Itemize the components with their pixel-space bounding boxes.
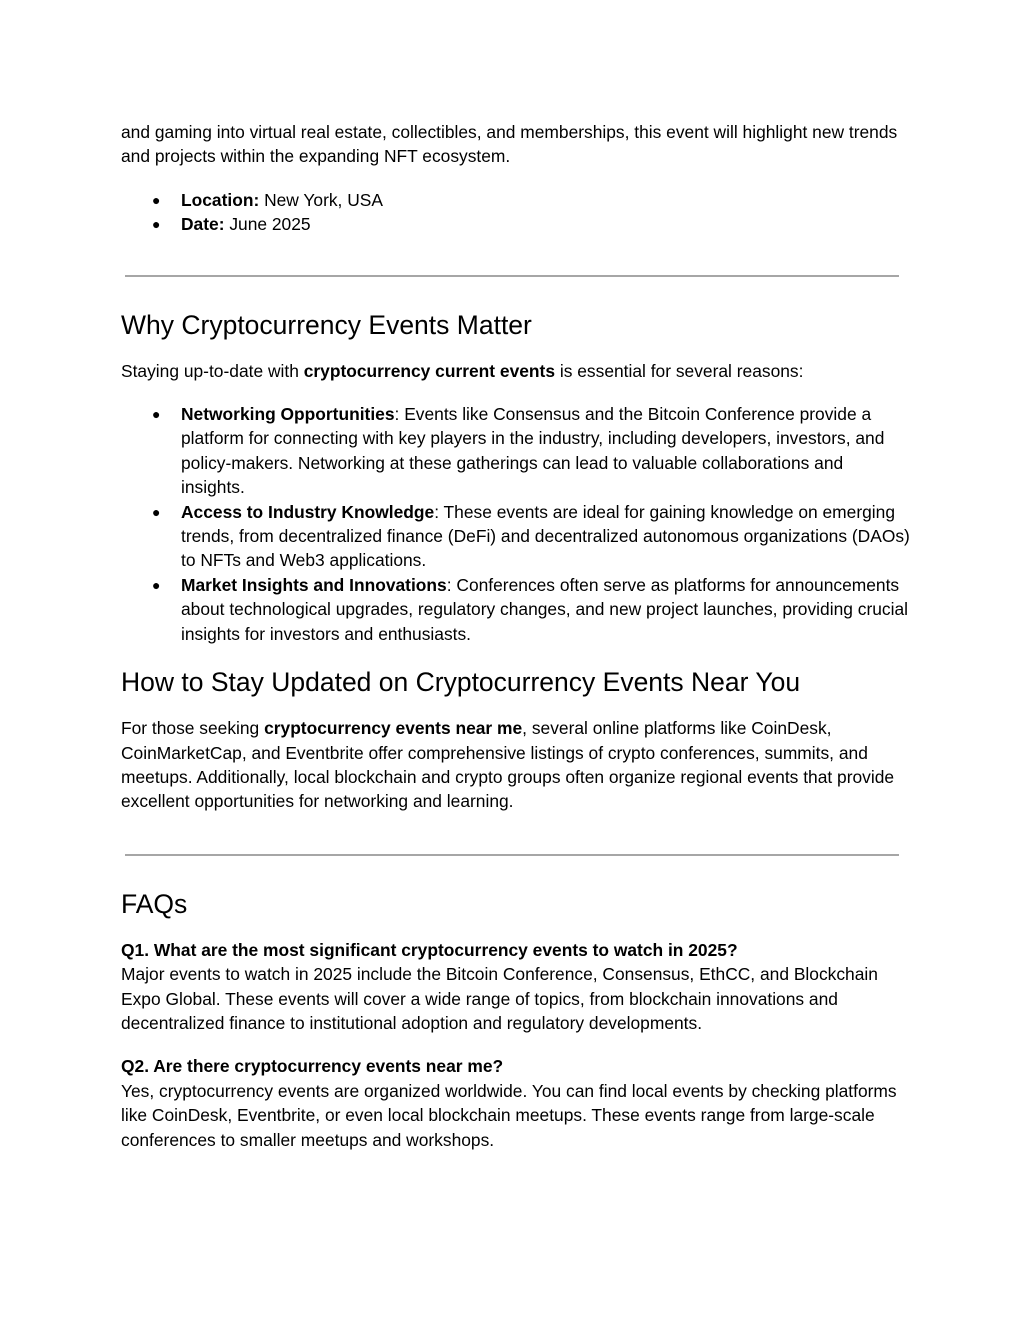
faq-answer: Major events to watch in 2025 include the Bitcoin Conference, Consensus, EthCC, and Blockchain Expo Global. These events will cover a wide range of topics, from blockchain innovations and decentralized finance to institutional adoption and regulatory developments. — [121, 964, 878, 1033]
bullet-icon: ● — [152, 406, 161, 423]
faq-answer: Yes, cryptocurrency events are organized worldwide. You can find local events by checking platforms like CoinDesk, Eventbrite, or even local blockchain meetups. These events range from large-scale conferences to smaller meetups and workshops. — [121, 1080, 897, 1150]
section-divider — [125, 275, 899, 277]
list-item — [121, 402, 911, 500]
date-label: Date: — [181, 214, 225, 235]
faq-item — [121, 1054, 911, 1152]
emphasis-text: cryptocurrency events near me — [264, 718, 523, 739]
bullet-icon: ● — [152, 503, 161, 520]
list-item — [121, 573, 911, 646]
why-lead-paragraph — [121, 359, 911, 383]
item-text: : Conferences often serve as platforms for announcements about technological upgrades, regulatory changes, and new project launches, providing crucial insights for investors and enthusiasts. — [181, 574, 909, 644]
question-text: Q2. Are there cryptocurrency events near me? — [121, 1056, 504, 1077]
text-run: For those seeking — [121, 718, 265, 739]
faq-question — [121, 1054, 911, 1078]
event-details-list — [121, 188, 911, 237]
faq-question — [121, 938, 911, 962]
item-text: : These events are ideal for gaining knowledge on emerging trends, from decentralized finance (DeFi) and decentralized autonomous organizations (DAOs) to NFTs and Web3 applications. — [181, 501, 910, 571]
date-value: June 2025 — [224, 214, 311, 235]
section-heading-stay-updated: How to Stay Updated on Cryptocurrency Events Near You — [121, 667, 801, 698]
text-run: is essential for several reasons: — [555, 360, 804, 381]
item-title: Market Insights and Innovations — [181, 574, 447, 595]
emphasis-text: cryptocurrency current events — [303, 360, 556, 381]
reasons-list — [121, 402, 911, 646]
section-divider — [125, 854, 899, 856]
location-label: Location: — [181, 189, 260, 210]
item-title: Networking Opportunities — [181, 404, 395, 425]
intro-paragraph: and gaming into virtual real estate, collectibles, and memberships, this event will highlight new trends and projects within the expanding NFT ecosystem. — [121, 122, 898, 167]
section-heading-faqs: FAQs — [121, 888, 188, 919]
document-page — [121, 120, 911, 1152]
list-item — [121, 500, 911, 573]
text-run: Staying up-to-date with — [121, 360, 304, 381]
section-heading-why: Why Cryptocurrency Events Matter — [121, 309, 532, 340]
faq-item — [121, 938, 911, 1036]
list-item — [121, 188, 911, 212]
location-value: New York, USA — [259, 189, 383, 210]
bullet-icon: ● — [152, 216, 161, 233]
stay-updated-paragraph — [121, 716, 911, 814]
item-text: : Events like Consensus and the Bitcoin Conference provide a platform for connecting with key players in the industry, including developers, investors, and policy-makers. Networking at these gatherings can lead to valuable collaborations and insights. — [181, 404, 885, 498]
bullet-icon: ● — [152, 576, 161, 593]
question-text: Q1. What are the most significant cryptocurrency events to watch in 2025? — [121, 939, 738, 960]
text-run: , several online platforms like CoinDesk, CoinMarketCap, and Eventbrite offer comprehensive listings of crypto conferences, summits, and meetups. Additionally, local blockchain and crypto groups often organize regional events that provide excellent opportunities for networking and learning. — [121, 718, 895, 812]
list-item — [121, 212, 911, 236]
bullet-icon: ● — [152, 191, 161, 208]
item-title: Access to Industry Knowledge — [181, 501, 435, 522]
